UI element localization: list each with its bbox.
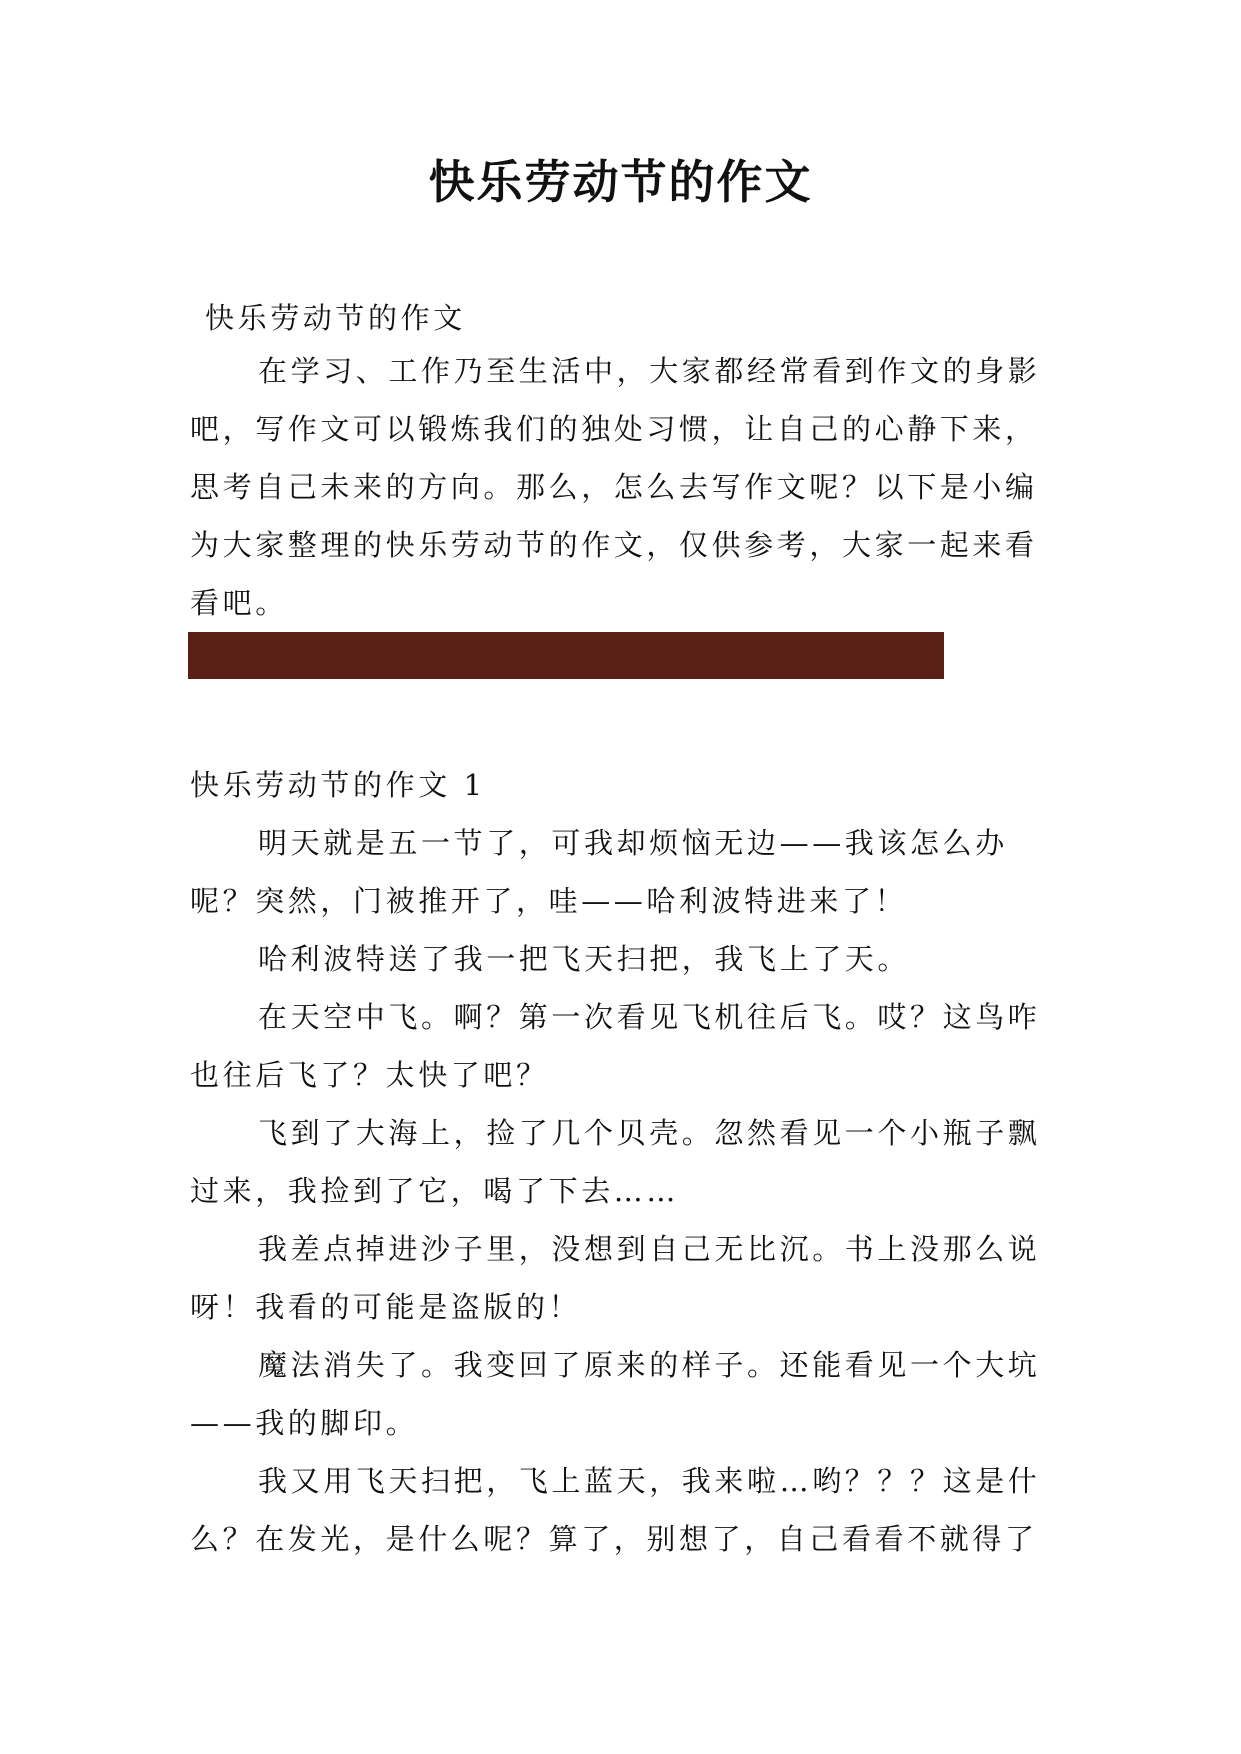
essay-body <box>190 814 1066 1568</box>
essay-paragraph: 魔法消失了。我变回了原来的样子。还能看见一个大坑——我的脚印。 <box>190 1348 1041 1440</box>
divider-bar <box>188 632 944 679</box>
essay-paragraph: 明天就是五一节了，可我却烦恼无边——我该怎么办呢？突然，门被推开了，哇——哈利波特进来了！ <box>190 826 1008 918</box>
section-heading: 快乐劳动节的作文 1 <box>190 768 486 802</box>
intro-paragraph: 在学习、工作乃至生活中，大家都经常看到作文的身影吧，写作文可以锻炼我们的独处习惯，让自己的心静下来，思考自己未来的方向。那么，怎么去写作文呢？以下是小编为大家整理的快乐劳动节的作文，仅供参考，大家一起来看看吧。 <box>190 354 1041 620</box>
document-title: 快乐劳动节的作文 <box>428 155 813 209</box>
essay-paragraph: 我差点掉进沙子里，没想到自己无比沉。书上没那么说呀！我看的可能是盗版的！ <box>190 1232 1041 1324</box>
essay-paragraph: 飞到了大海上，捡了几个贝壳。忽然看见一个小瓶子飘过来，我捡到了它，喝了下去…… <box>190 1116 1041 1208</box>
essay-paragraph: 在天空中飞。啊？第一次看见飞机往后飞。哎？这鸟咋也往后飞了？太快了吧？ <box>190 1000 1041 1092</box>
essay-paragraph: 我又用飞天扫把，飞上蓝天，我来啦…哟？？？这是什么？在发光，是什么呢？算了，别想了，自己看看不就得了 <box>190 1464 1041 1556</box>
essay-paragraph: 哈利波特送了我一把飞天扫把，我飞上了天。 <box>258 942 911 976</box>
document-subtitle: 快乐劳动节的作文 <box>205 301 466 335</box>
